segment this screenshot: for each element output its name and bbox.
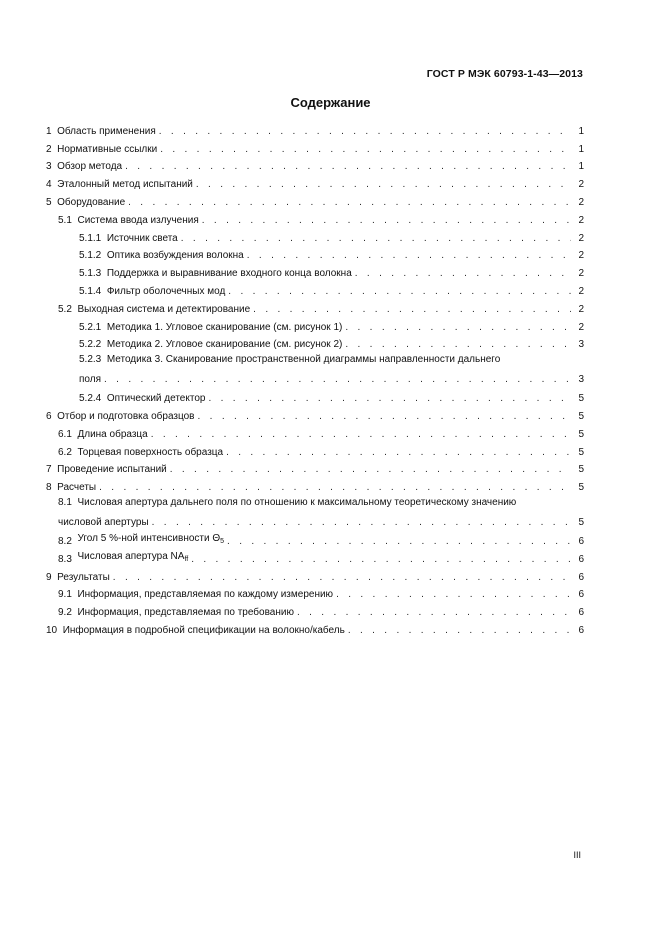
toc-entry[interactable]: 5.2.3 Методика 3. Сканирование пространственной диаграммы направленности дальнего поля . . . 3 (46, 351, 584, 387)
toc-entry[interactable]: 5.2.1 Методика 1. Угловое сканирование (см. рисунок 1) . . . 2 (46, 316, 584, 334)
toc-entry[interactable]: 8 Расчеты . . . 5 (46, 476, 584, 494)
toc-entry[interactable]: 5.2.2 Методика 2. Угловое сканирование (см. рисунок 2) . . . 3 (46, 334, 584, 352)
toc-entry[interactable]: 8.1 Числовая апертура дальнего поля по отношению к максимальному теоретическому значению числовой апертуры . . . 5 (46, 494, 584, 530)
toc-entry[interactable]: 1 Область применения . . . 1 (46, 120, 584, 138)
standard-code: ГОСТ Р МЭК 60793-1-43—2013 (426, 68, 583, 80)
toc-entry[interactable]: 5.2 Выходная система и детектирование . . . 2 (46, 298, 584, 316)
toc-entry[interactable]: 8.2 Угол 5 %-ной интенсивности $\Theta_5$ . . . 6 (46, 530, 584, 548)
toc-entry[interactable]: 9 Результаты . . . 6 (46, 566, 584, 584)
toc-entry[interactable]: 5.1.3 Поддержка и выравнивание входного конца волокна . . . 2 (46, 262, 584, 280)
toc-entry[interactable]: 7 Проведение испытаний . . . 5 (46, 459, 584, 477)
toc-entry[interactable]: 6.2 Торцевая поверхность образца . . . 5 (46, 441, 584, 459)
toc-entry[interactable]: 2 Нормативные ссылки . . . 1 (46, 138, 584, 156)
toc-entry[interactable]: 10 Информация в подробной спецификации на волокно/кабель . . . 6 (46, 619, 584, 637)
toc-entry[interactable]: 3 Обзор метода . . . 1 (46, 156, 584, 174)
toc-entry[interactable]: 5.1.2 Оптика возбуждения волокна . . . 2 (46, 245, 584, 263)
page-number: III (573, 850, 581, 860)
page-title: Содержание (290, 95, 371, 110)
toc-entry[interactable]: 9.2 Информация, представляемая по требованию . . . 6 (46, 601, 584, 619)
toc-entry[interactable]: 5.2.4 Оптический детектор . . . 5 (46, 387, 584, 405)
toc-entry[interactable]: 5.1.4 Фильтр оболочечных мод . . . 2 (46, 280, 584, 298)
toc-entry[interactable]: 6 Отбор и подготовка образцов . . . 5 (46, 405, 584, 423)
toc-entry[interactable]: 4 Эталонный метод испытаний . . . 2 (46, 173, 584, 191)
toc-entry[interactable]: 9.1 Информация, представляемая по каждому измерению . . . 6 (46, 584, 584, 602)
toc-entry[interactable]: 8.3 Числовая апертура $NA_{ff}$ . . . 6 (46, 548, 584, 566)
toc-entry[interactable]: 5.1 Система ввода излучения . . . 2 (46, 209, 584, 227)
toc-entry[interactable]: 5 Оборудование . . . 2 (46, 191, 584, 209)
toc-entry[interactable]: 6.1 Длина образца . . . 5 (46, 423, 584, 441)
table-of-contents (46, 120, 584, 637)
toc-entry[interactable]: 5.1.1 Источник света . . . 2 (46, 227, 584, 245)
